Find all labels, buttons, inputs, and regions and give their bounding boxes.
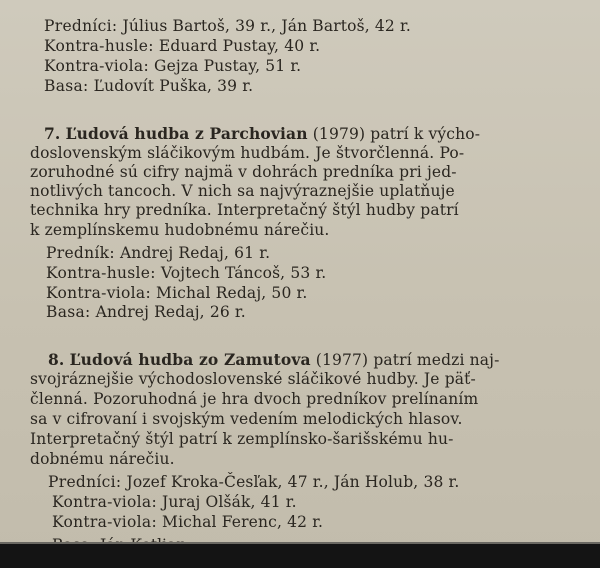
member-role: Predníci: [48,473,122,491]
paragraph-line: notlivých tancoch. V nich sa najvýraznejšie uplatňuje [30,182,455,200]
member-names: Vojtech Táncoš, 53 r. [160,264,327,282]
paragraph-line: doslovenským sláčikovým hudbám. Je štvorčlenná. Po- [30,144,465,162]
member-role: Predníci: [44,17,118,35]
member-line [48,473,460,492]
member-line [46,284,307,303]
paragraph-line: Interpretačný štýl patrí k zemplínsko-šarišskému hu- [30,430,454,448]
paragraph-line: členná. Pozoruhodná je hra dvoch predníkov prelínaním [30,390,479,408]
member-names: Eduard Pustay, 40 r. [158,37,321,55]
member-names: Gejza Pustay, 51 r. [154,57,302,75]
member-line [44,37,320,56]
member-line [44,57,301,76]
member-names: Michal Ferenc, 42 r. [162,513,324,531]
member-role: Basa: [46,303,91,321]
member-line [44,77,253,96]
member-line [46,303,246,322]
paragraph-text: patrí medzi naj- [373,351,500,369]
member-names: Andrej Redaj, 61 r. [119,244,271,262]
scan-bottom-border [0,544,600,568]
member-line [52,513,323,532]
member-names: Jozef Kroka-Česľak, 47 r., Ján Holub, 38 r. [126,473,460,491]
member-role: Kontra-viola: [52,513,157,531]
member-line [46,244,270,263]
section-7-heading-line [44,124,480,144]
section-number: 7. [44,124,61,143]
member-names: Július Bartoš, 39 r., Ján Bartoš, 42 r. [122,17,411,35]
paragraph-line: k zemplínskemu hudobnému nárečiu. [30,221,330,239]
member-line [52,493,297,512]
member-role: Kontra-husle: [46,264,156,282]
section-number: 8. [48,350,65,369]
member-line [46,264,326,283]
paragraph-line: svojráznejšie východoslovenské sláčikové hudby. Je päť- [30,370,476,388]
member-names: Michal Redaj, 50 r. [156,284,308,302]
member-role: Basa: [44,77,89,95]
section-title: Ľudová hudba z Parchovian [65,124,308,143]
section-title: Ľudová hudba zo Zamutova [69,350,311,369]
member-role: Predník: [46,244,115,262]
member-names: Andrej Redaj, 26 r. [95,303,246,321]
member-role: Kontra-viola: [44,57,149,75]
paragraph-line: dobnému nárečiu. [30,450,175,468]
paragraph-line: technika hry predníka. Interpretačný štýl hudby patrí [30,201,459,219]
section-8-heading-line [48,350,500,370]
paragraph-text: patrí k výcho- [370,125,481,143]
section-year: (1977) [315,351,369,369]
member-names: Juraj Olšák, 41 r. [162,493,297,511]
paragraph-line: zoruhodné sú cifry najmä v dohrách predníka pri jed- [30,163,457,181]
member-names: Ľudovít Puška, 39 r. [93,77,254,95]
member-role: Kontra-viola: [46,284,151,302]
section-year: (1979) [312,125,366,143]
member-line [44,17,411,36]
member-role: Kontra-viola: [52,493,157,511]
paragraph-line: sa v cifrovaní i svojským vedením melodických hlasov. [30,410,463,428]
member-role: Kontra-husle: [44,37,154,55]
